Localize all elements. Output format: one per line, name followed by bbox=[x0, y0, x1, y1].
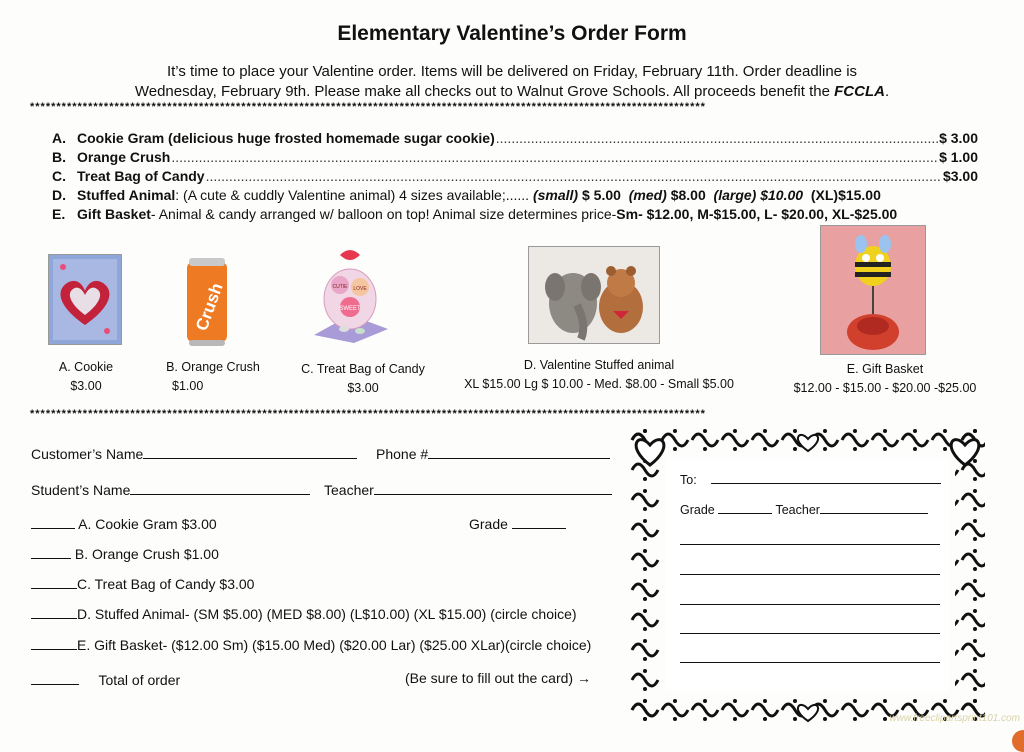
card-grade-teacher-row bbox=[680, 502, 928, 517]
menu-letter: A. bbox=[52, 130, 66, 146]
size-large: (large) bbox=[713, 187, 757, 203]
order-label-a: A. Cookie Gram $3.00 bbox=[78, 516, 217, 532]
price-med: $8.00 bbox=[670, 187, 706, 203]
leader-dots bbox=[206, 168, 942, 184]
menu-item-d bbox=[52, 187, 978, 206]
treat-bag-image bbox=[310, 243, 390, 343]
grade-label: Grade bbox=[469, 516, 508, 532]
valentine-card-frame bbox=[630, 425, 985, 725]
teacher-label: Teacher bbox=[324, 482, 374, 498]
divider-middle: ******************************************************************************************************************************** bbox=[30, 408, 706, 420]
watermark: www.freeclipartsprint101.com bbox=[889, 713, 1020, 724]
caption-price: $12.00 - $15.00 - $20.00 -$25.00 bbox=[793, 381, 977, 395]
card-message-line[interactable] bbox=[680, 574, 940, 575]
caption-line: B. Orange Crush bbox=[166, 360, 260, 374]
menu-letter: E. bbox=[52, 206, 66, 222]
divider-top: ******************************************************************************************************************************** bbox=[30, 101, 706, 113]
menu-letter: C. bbox=[52, 168, 66, 184]
caption-price: $3.00 bbox=[347, 381, 379, 395]
teacher-row bbox=[324, 480, 612, 498]
caption-line: D. Valentine Stuffed animal bbox=[523, 358, 675, 372]
student-name-label: Student’s Name bbox=[31, 482, 131, 498]
menu-name: Orange Crush bbox=[77, 149, 171, 165]
caption-line: E. Gift Basket bbox=[846, 362, 924, 376]
customer-name-label: Customer’s Name bbox=[31, 446, 144, 462]
menu-letter: D. bbox=[52, 187, 66, 203]
cookie-image bbox=[48, 254, 122, 345]
stuffed-animal-image bbox=[528, 246, 660, 344]
intro-text bbox=[60, 62, 964, 102]
card-to-label: To: bbox=[680, 473, 697, 487]
card-message-line[interactable] bbox=[680, 633, 940, 634]
caption-price: $3.00 bbox=[70, 379, 102, 393]
caption-treat-bag bbox=[288, 360, 438, 398]
candy-text-cutie: CUTIE bbox=[332, 284, 348, 290]
card-to-field[interactable] bbox=[711, 472, 941, 484]
menu-desc: : (A cute & cuddly Valentine animal) 4 sizes available;...... bbox=[175, 187, 530, 203]
student-name-row bbox=[31, 480, 310, 498]
org-name: FCCLA bbox=[834, 83, 885, 100]
card-message-line[interactable] bbox=[680, 544, 940, 545]
caption-line: C. Treat Bag of Candy bbox=[301, 362, 425, 376]
intro-line-1: It’s time to place your Valentine order. Items will be delivered on Friday, February 11th. Order deadline is bbox=[166, 63, 858, 80]
size-med: (med) bbox=[628, 187, 667, 203]
total-label: Total of order bbox=[98, 672, 181, 688]
caption-line: A. Cookie bbox=[58, 360, 114, 374]
order-line-c bbox=[31, 574, 254, 592]
card-message-line[interactable] bbox=[680, 662, 940, 663]
leader-dots bbox=[171, 149, 938, 165]
order-label-d: D. Stuffed Animal- (SM $5.00) (MED $8.00) (L$10.00) (XL $15.00) (circle choice) bbox=[77, 606, 577, 622]
caption-price: XL $15.00 Lg $ 10.00 - Med. $8.00 - Small $5.00 bbox=[464, 377, 734, 391]
menu-item-e bbox=[52, 206, 978, 225]
menu-letter: B. bbox=[52, 149, 66, 165]
grade-field[interactable] bbox=[512, 514, 566, 529]
phone-label: Phone # bbox=[376, 446, 429, 462]
size-xl: (XL) bbox=[810, 187, 839, 203]
price-xl: $15.00 bbox=[838, 187, 881, 203]
menu-name: Cookie Gram (delicious huge frosted homemade sugar cookie) bbox=[77, 130, 495, 146]
card-message-line[interactable] bbox=[680, 604, 940, 605]
menu-name: Stuffed Animal bbox=[77, 187, 176, 203]
order-line-e bbox=[31, 635, 591, 653]
card-to-row bbox=[680, 472, 941, 487]
card-reminder: (Be sure to fill out the card) → bbox=[405, 670, 591, 686]
corner-dot bbox=[1012, 730, 1024, 752]
menu-price: $ 3.00 bbox=[939, 130, 978, 146]
menu-price: $3.00 bbox=[942, 168, 978, 184]
order-label-e: E. Gift Basket- ($12.00 Sm) ($15.00 Med) ($20.00 Lar) ($25.00 XLar)(circle choice) bbox=[77, 637, 592, 653]
leader-dots bbox=[496, 130, 938, 146]
intro-line-2-text: Wednesday, February 9th. Please make all checks out to Walnut Grove Schools. All proceeds benefit the bbox=[134, 83, 835, 100]
menu-item-a bbox=[52, 130, 978, 149]
order-line-a bbox=[31, 514, 217, 532]
customer-name-row bbox=[31, 444, 357, 462]
order-label-b: B. Orange Crush $1.00 bbox=[74, 546, 219, 562]
card-teacher-field[interactable] bbox=[820, 502, 928, 514]
caption-price: $1.00 bbox=[172, 379, 204, 393]
qty-field-d[interactable] bbox=[31, 604, 77, 619]
candy-text-love: LOVE bbox=[353, 286, 367, 292]
intro-line-2-end: . bbox=[884, 83, 890, 100]
menu-price: $ 1.00 bbox=[939, 149, 978, 165]
qty-field-e[interactable] bbox=[31, 635, 77, 650]
menu-desc: - Animal & candy arranged w/ balloon on top! Animal size determines price- bbox=[150, 206, 617, 222]
card-grade-label: Grade bbox=[680, 503, 715, 517]
card-teacher-label: Teacher bbox=[775, 503, 820, 517]
grade-row bbox=[469, 514, 566, 532]
caption-stuffed-animal bbox=[446, 356, 752, 394]
menu-item-c bbox=[52, 168, 978, 187]
caption-cookie bbox=[34, 358, 138, 396]
caption-orange-crush bbox=[158, 358, 268, 396]
order-line-d bbox=[31, 604, 577, 622]
caption-gift-basket bbox=[780, 360, 990, 398]
intro-line-2 bbox=[60, 82, 964, 102]
total-field[interactable] bbox=[31, 670, 79, 685]
size-small: (small) bbox=[532, 187, 579, 203]
gift-basket-image bbox=[820, 225, 926, 355]
price-small: $ 5.00 bbox=[581, 187, 621, 203]
phone-field[interactable] bbox=[428, 444, 610, 459]
phone-row bbox=[376, 444, 610, 462]
card-grade-field[interactable] bbox=[718, 502, 772, 514]
menu-item-b bbox=[52, 149, 978, 168]
candy-text-sweet: SWEET bbox=[339, 306, 361, 312]
orange-crush-can-image bbox=[183, 256, 231, 348]
qty-field-c[interactable] bbox=[31, 574, 77, 589]
page-title: Elementary Valentine’s Order Form bbox=[337, 22, 687, 45]
total-row bbox=[31, 670, 180, 688]
crush-logo: Crush bbox=[192, 280, 227, 334]
order-label-c: C. Treat Bag of Candy $3.00 bbox=[77, 576, 255, 592]
qty-field-b[interactable] bbox=[31, 544, 71, 559]
menu-name: Gift Basket bbox=[77, 206, 151, 222]
price-large: $10.00 bbox=[760, 187, 804, 203]
menu-name: Treat Bag of Candy bbox=[77, 168, 205, 184]
order-line-b bbox=[31, 544, 219, 562]
customer-name-field[interactable] bbox=[143, 444, 357, 459]
teacher-field[interactable] bbox=[374, 480, 612, 495]
qty-field-a[interactable] bbox=[31, 514, 75, 529]
menu-prices: Sm- $12.00, M-$15.00, L- $20.00, XL-$25.00 bbox=[616, 206, 898, 222]
student-name-field[interactable] bbox=[130, 480, 310, 495]
